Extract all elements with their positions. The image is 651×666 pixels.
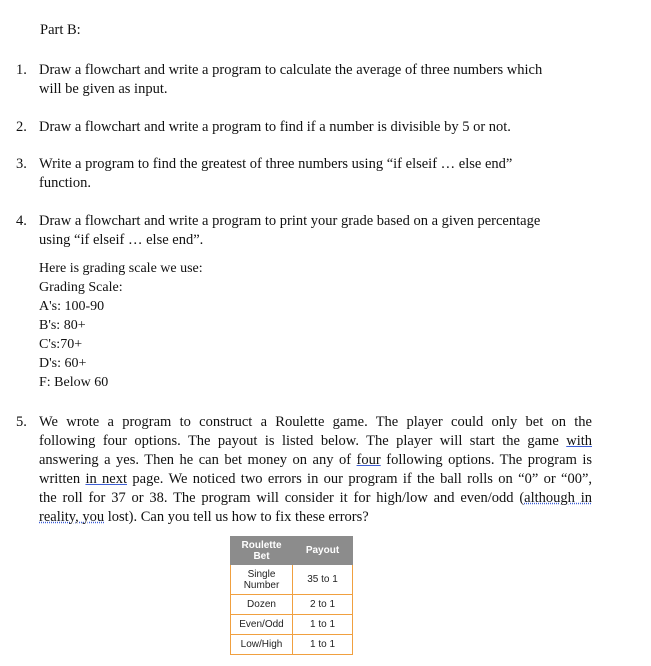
text-segment: following options. The program is [386, 452, 593, 468]
text-segment: lost). Can you tell us how to fix these errors? [107, 509, 369, 525]
question-text-line: We wrote a program to construct a Roulette game. The player could only bet on the [39, 414, 592, 430]
question-text-line: will be given as input. [39, 81, 168, 97]
grammar-underlined-text: in next [85, 471, 128, 487]
table-cell: Dozen [231, 595, 293, 615]
question-text-line: Draw a flowchart and write a program to calculate the average of three numbers which [39, 62, 543, 78]
question-text-line [39, 433, 592, 450]
question-text-line [39, 490, 592, 507]
grammar-underlined-text: with [566, 433, 593, 449]
question-number: 1. [16, 62, 27, 78]
grammar-underlined-text: although in [524, 490, 592, 506]
table-cell: 2 to 1 [293, 595, 353, 615]
text-segment: page. We noticed two errors in our program if the ball rolls on “0” or “00”, [132, 471, 593, 487]
question-number: 3. [16, 156, 27, 172]
grade-b-line: B's: 80+ [39, 318, 86, 333]
table-row [231, 595, 353, 615]
grade-f-line: F: Below 60 [39, 375, 109, 390]
table-cell: 1 to 1 [293, 615, 353, 635]
question-number: 2. [16, 119, 27, 135]
question-text-line: function. [39, 175, 91, 191]
grade-a-line: A's: 100-90 [39, 299, 105, 314]
part-title: Part B: [40, 22, 81, 38]
grade-d-line: D's: 60+ [39, 356, 87, 371]
question-text-line: Draw a flowchart and write a program to find if a number is divisible by 5 or not. [39, 119, 511, 135]
question-number: 4. [16, 213, 27, 229]
question-number: 5. [16, 414, 27, 430]
table-cell: Even/Odd [231, 615, 293, 635]
text-segment: the roll for 37 or 38. The program will consider it for high/low and even/odd ( [39, 490, 525, 506]
text-segment: written [39, 471, 81, 487]
table-cell: 35 to 1 [293, 565, 353, 595]
question-text-line: Draw a flowchart and write a program to print your grade based on a given percentage [39, 213, 541, 229]
grading-scale-title: Grading Scale: [39, 280, 123, 295]
question-text-line: Write a program to find the greatest of three numbers using “if elseif … else end” [39, 156, 513, 172]
question-text-line: using “if elseif … else end”. [39, 232, 204, 248]
text-segment: answering a yes. Then he can bet money on any of [39, 452, 352, 468]
grammar-underlined-text: four [356, 452, 381, 468]
table-row [231, 635, 353, 655]
table-cell: Low/High [231, 635, 293, 655]
question-text-line [39, 452, 592, 469]
table-header-cell: Payout [293, 537, 353, 565]
grading-scale-intro: Here is grading scale we use: [39, 261, 203, 276]
table-cell: 1 to 1 [293, 635, 353, 655]
table-cell: Single Number [231, 565, 293, 595]
grade-c-line: C's:70+ [39, 337, 83, 352]
table-header-row [231, 537, 353, 565]
table-header-cell: Roulette Bet [231, 537, 293, 565]
question-text-line [39, 471, 592, 488]
table-row [231, 565, 353, 595]
question-text-line [39, 509, 592, 526]
text-segment: following four options. The payout is listed below. The player will start the game [39, 433, 559, 449]
table-row [231, 615, 353, 635]
roulette-payout-table [230, 536, 353, 655]
grammar-underlined-text: reality, you [39, 509, 105, 525]
